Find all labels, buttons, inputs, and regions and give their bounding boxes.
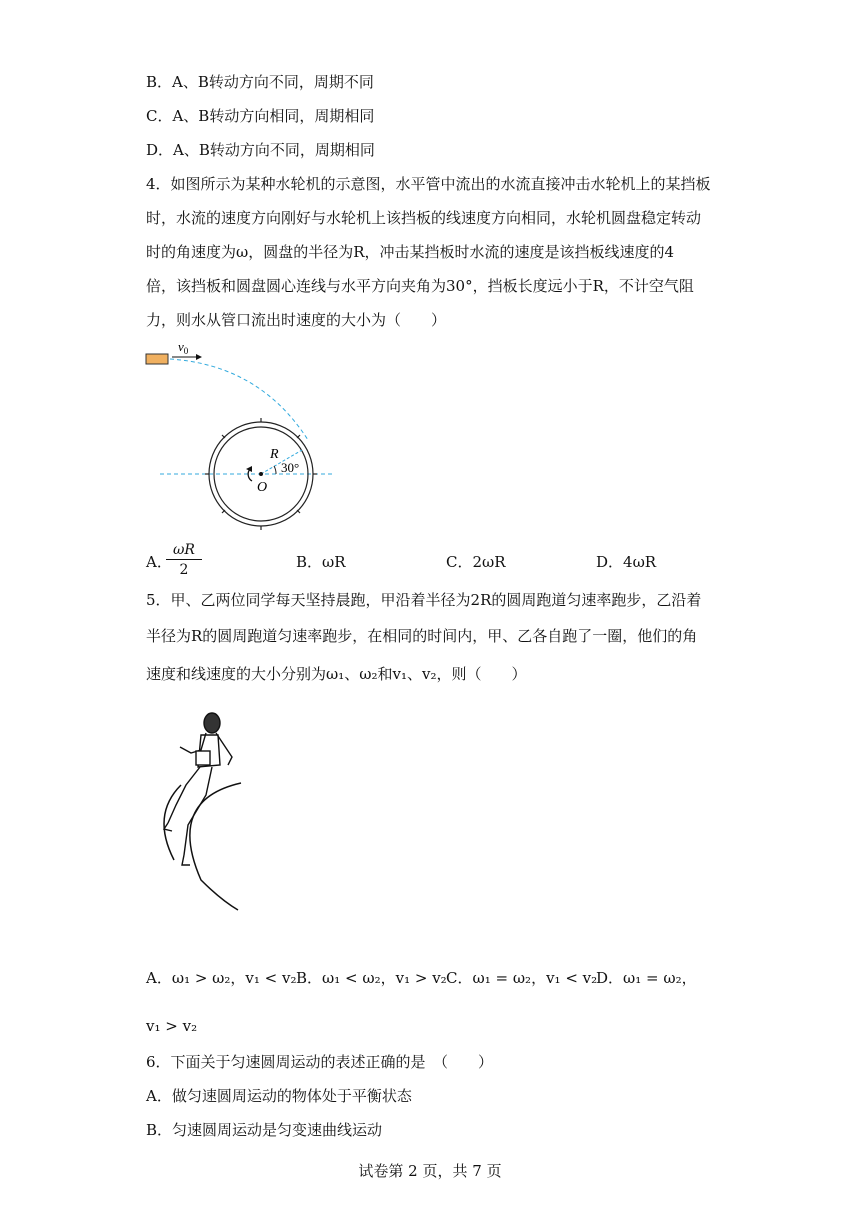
q4-option-d: D．4ωR [596, 553, 657, 571]
q5-option-d: D．ω₁ = ω₂， [596, 969, 697, 987]
q6-option-b: B．匀速圆周运动是匀变速曲线运动 [146, 1121, 383, 1139]
q4-stem-line1: 4．如图所示为某种水轮机的示意图，水平管中流出的水流直接冲击水轮机上的某挡板 [146, 175, 711, 193]
q4-option-b: B．ωR [296, 553, 346, 571]
track-inner-curve [164, 785, 181, 860]
q5-option-d-continued: v₁ > v₂ [146, 1017, 198, 1035]
water-pipe [146, 354, 168, 364]
q4-stem-line4: 倍，该挡板和圆盘圆心连线与水平方向夹角为30°，挡板长度远小于R，不计空气阻 [146, 277, 694, 295]
q4-option-c: C．2ωR [446, 553, 506, 571]
q5-option-c: C．ω₁ = ω₂，v₁ < v₂ [446, 969, 598, 987]
q3-option-b: B．A、B转动方向不同，周期不同 [146, 73, 374, 91]
track-outer-curve [190, 783, 241, 910]
q4-option-a-prefix: A． [146, 553, 172, 571]
q5-stem-line1: 5．甲、乙两位同学每天坚持晨跑，甲沿着半径为2R的圆周跑道匀速率跑步，乙沿着 [146, 591, 702, 609]
q3-option-d: D．A、B转动方向不同，周期相同 [146, 141, 375, 159]
q4-option-a-fraction [166, 542, 202, 578]
v0-label: $v_0$ [178, 339, 189, 356]
angle-arc [274, 466, 276, 474]
q5-stem-line3: 速度和线速度的大小分别为ω₁、ω₂和v₁、v₂，则（ ） [146, 665, 527, 683]
runner-figure [146, 705, 256, 915]
radius-label: R [270, 447, 279, 462]
q4-stem-line5: 力，则水从管口流出时速度的大小为（ ） [146, 311, 447, 329]
q4-stem-line3: 时的角速度为ω，圆盘的半径为R，冲击某挡板时水流的速度是该挡板线速度的4 [146, 243, 675, 261]
water-trajectory [170, 359, 308, 440]
q4-option-a-denominator: 2 [179, 562, 189, 578]
center-point [259, 472, 263, 476]
water-wheel-figure [140, 335, 350, 535]
q4-stem-line2: 时，水流的速度方向刚好与水轮机上该挡板的线速度方向相同，水轮机圆盘稳定转动 [146, 209, 702, 227]
center-label: O [257, 480, 268, 495]
q6-stem: 6．下面关于匀速圆周运动的表述正确的是 （ ） [146, 1053, 494, 1071]
page-footer: 试卷第 2 页，共 7 页 [358, 1162, 502, 1180]
angle-label: 30° [281, 460, 300, 475]
q4-option-a-numerator: ωR [166, 542, 202, 560]
q3-option-c: C．A、B转动方向相同，周期相同 [146, 107, 375, 125]
q5-option-a: A．ω₁ > ω₂，v₁ < v₂ [146, 969, 297, 987]
q6-option-a: A．做匀速圆周运动的物体处于平衡状态 [146, 1087, 412, 1105]
q5-option-b: B．ω₁ < ω₂，v₁ > v₂ [296, 969, 447, 987]
v0-arrowhead [196, 354, 202, 360]
q5-stem-line2: 半径为R的圆周跑道匀速率跑步，在相同的时间内，甲、乙各自跑了一圈，他们的角 [146, 627, 698, 645]
